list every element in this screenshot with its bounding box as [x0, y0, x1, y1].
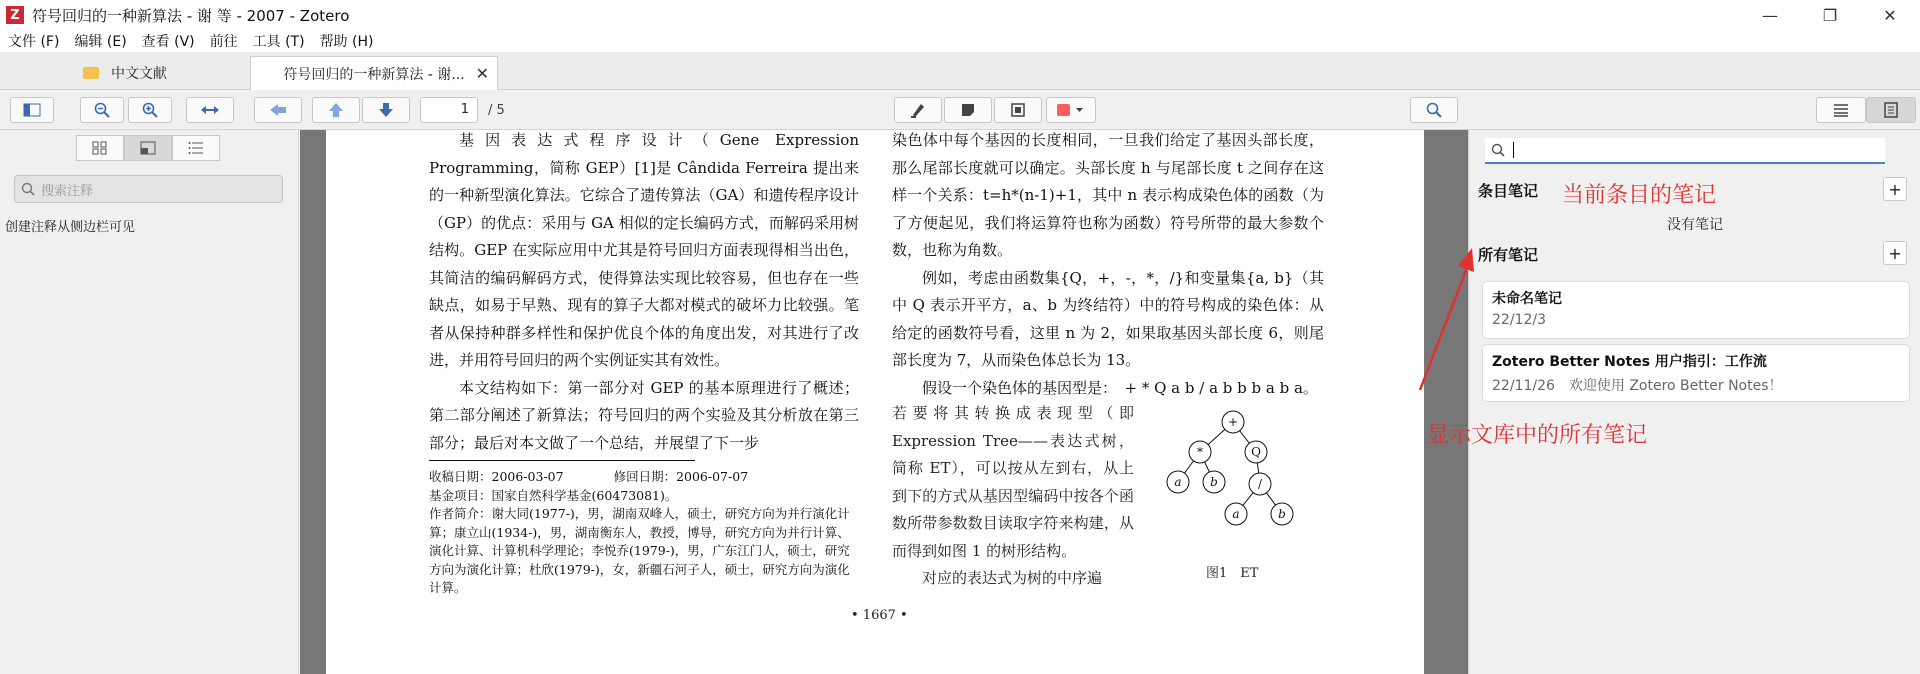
notes-icon: [1884, 102, 1898, 118]
callout-current-item-notes: 当前条目的笔记: [1562, 183, 1717, 208]
menu-edit[interactable]: 编辑 (E): [74, 34, 127, 50]
paragraph: 假设一个染色体的基因型是： + * Q a b / a b b b a b a。: [922, 378, 1318, 397]
note-card[interactable]: [1482, 344, 1910, 402]
zoom-in-icon: [142, 102, 158, 118]
close-tab-icon[interactable]: ✕: [475, 64, 489, 83]
footnote-divider: [429, 460, 695, 461]
find-in-document-button[interactable]: [1410, 97, 1458, 123]
arrow-down-icon: [378, 102, 394, 118]
tab-bar: [0, 52, 1920, 90]
window-title: 符号回归的一种新算法 - 谢 等 - 2007 - Zotero: [32, 6, 350, 25]
arrow-up-icon: [328, 102, 344, 118]
item-notes-title: 条目笔记: [1478, 182, 1539, 200]
menu-tools[interactable]: 工具 (T): [252, 34, 305, 50]
minimize-button[interactable]: —: [1762, 5, 1778, 25]
menu-view[interactable]: 查看 (V): [141, 34, 195, 50]
sidebar-view-switch: [76, 135, 220, 161]
folder-icon: [83, 67, 99, 79]
title-bar: [0, 0, 1920, 30]
right-column: [892, 130, 1324, 402]
paragraph: 例如，考虑由函数集{Q，+，-，*，/}和变量集{a, b}（其中 Q 表示开平方，a、b 为终结符）中的符号构成的染色体：从给定的函数符号看，这里 n 为 2，如果取基因头部长度 6，则尾部长度为 7，从而染色体总长为 13。: [892, 268, 1324, 369]
tab-library-label: 中文文献: [111, 66, 167, 82]
menu-go[interactable]: 前往: [209, 34, 238, 50]
close-window-button[interactable]: ✕: [1883, 5, 1897, 25]
maximize-button[interactable]: ❐: [1822, 5, 1838, 25]
notes-pane-toggle-button[interactable]: [1866, 97, 1916, 123]
back-button[interactable]: [254, 97, 302, 123]
note-title: Zotero Better Notes 用户指引：工作流: [1492, 354, 1767, 370]
menu-bar: [0, 30, 1920, 52]
arrow-left-icon: [269, 103, 287, 117]
pdf-viewer[interactable]: [300, 130, 1468, 674]
callout-all-library-notes: 显示文库中的所有笔记: [1427, 423, 1648, 448]
list-icon: [188, 141, 204, 155]
note-icon: [960, 102, 976, 118]
annotation-search-input[interactable]: [14, 175, 283, 203]
paragraph: 本文结构如下：第一部分对 GEP 的基本原理进行了概述；第二部分阐述了新算法；符号回归的两个实验及其分析放在第三部分；最后对本文做了一个总结，并展望了下一步: [429, 378, 859, 452]
text-caret: [1513, 142, 1514, 158]
all-notes-title: 所有笔记: [1478, 246, 1539, 264]
pdf-page: [326, 130, 1424, 674]
callout-arrow: [1410, 240, 1480, 400]
page-footer-number: • 1667 •: [851, 608, 908, 623]
zoom-out-icon: [94, 102, 110, 118]
outline-list-button[interactable]: [172, 135, 220, 161]
page-total: / 5: [488, 103, 505, 118]
area-select-icon: [1010, 102, 1026, 118]
annotation-color-button[interactable]: [1046, 97, 1096, 123]
note-meta: 22/12/3: [1492, 312, 1546, 328]
annotation-view-icon: [140, 141, 156, 155]
add-standalone-note-button[interactable]: +: [1883, 241, 1907, 265]
tab-document-label: 符号回归的一种新算法 - 谢...: [283, 66, 465, 83]
next-page-button[interactable]: [362, 97, 410, 123]
paragraph: 基因表达式程序设计（Gene Expression Programming，简称 GEP）[1]是 Cândida Ferreira 提出来的一种新型演化算法。它综合了遗传算法（GA）和遗传程序设计（GP）的优点：采用与 GA 相似的定长编码方式，而解码采用树结构。GEP 在实际应用中尤其是符号回归方面表现得相当出色，其简洁的编码解码方式，使得算法实现比较容易，但也存在一些缺点，如易于早熟、现有的算子大都对模式的破坏力比较强。笔者从保持种群多样性和保护优良个体的角度出发，对其进行了改进，并用符号回归的两个实例证实其有效性。: [429, 131, 859, 369]
reader-toolbar: [0, 90, 1920, 130]
paragraph: 染色体中每个基因的长度相同，一旦我们给定了基因头部长度，那么尾部长度就可以确定。头部长度 h 与尾部长度 t 之间存在这样一个关系：t=h*(n-1)+1，其中 n 表示构成染色体的函数（为了方便起见，我们将运算符也称为函数）符号所带的最大参数个数，也称为角数。: [892, 131, 1324, 259]
notes-search-input[interactable]: [1485, 138, 1885, 164]
thumbnails-icon: [92, 141, 108, 155]
thumbnails-view-button[interactable]: [76, 135, 124, 161]
footnote-authors: 作者简介：谢大同(1977-)，男，湖南双峰人，硕士，研究方向为并行演化计算；康立山(1934-)，男，湖南衡东人，教授，博导，研究方向为并行计算、演化计算、计算机科学理论；李悦乔(1979-)，男，广东江门人，硕士，研究方向为演化计算；杜欣(1979-)，女，新疆石河子人，硕士，研究方向为演化计算。: [429, 506, 850, 595]
figure-side-text: [892, 400, 1134, 593]
zoom-out-button[interactable]: [80, 97, 124, 123]
menu-file[interactable]: 文件 (F): [8, 34, 60, 50]
sidebar-toggle-icon: [23, 103, 41, 117]
tree-node-label: a: [1174, 475, 1182, 489]
paragraph: 若要将其转换成表现型（即 Expression Tree——表达式树，简称 ET），可以按从左到右，从上到下的方式从基因型编码中按各个函数所带参数数目读取字符来构建，从而得到如图 1 的树形结构。: [892, 404, 1134, 560]
zotero-logo-icon: Z: [6, 6, 24, 24]
tree-node-label: *: [1197, 445, 1203, 459]
fit-width-button[interactable]: [186, 97, 234, 123]
footnotes: [429, 468, 859, 598]
tree-node-label: Q: [1251, 445, 1261, 459]
annotation-hint: 创建注释从侧边栏可见: [5, 220, 136, 235]
note-card[interactable]: [1482, 281, 1910, 339]
tree-node-label: +: [1227, 415, 1239, 429]
window-controls: [1740, 0, 1920, 30]
page-number-input[interactable]: 1: [420, 97, 478, 123]
highlight-tool-button[interactable]: [894, 97, 942, 123]
tab-document[interactable]: [250, 56, 498, 90]
zoom-in-button[interactable]: [128, 97, 172, 123]
tree-node-label: b: [1210, 475, 1218, 489]
annotations-sidebar: [0, 130, 299, 674]
annotations-view-button[interactable]: [124, 135, 172, 161]
expression-tree-figure: [1148, 400, 1318, 565]
search-icon: [1491, 143, 1505, 157]
tree-node-label: /: [1257, 477, 1263, 491]
toggle-sidebar-button[interactable]: [10, 97, 54, 123]
annotation-search-placeholder: 搜索注释: [41, 183, 94, 199]
note-title: 未命名笔记: [1492, 291, 1562, 307]
figure-caption: 图1 ET: [1206, 566, 1259, 581]
color-swatch-icon: [1056, 103, 1086, 117]
outline-view-button[interactable]: [1816, 97, 1866, 123]
highlighter-icon: [910, 102, 926, 118]
search-icon: [1426, 102, 1442, 118]
tree-node-label: b: [1278, 507, 1286, 521]
note-meta: 22/11/26 欢迎使用 Zotero Better Notes！: [1492, 378, 1783, 394]
search-icon: [21, 182, 35, 196]
notes-pane: [1468, 130, 1920, 674]
area-tool-button[interactable]: [994, 97, 1042, 123]
previous-page-button[interactable]: [312, 97, 360, 123]
tree-node-label: a: [1232, 507, 1240, 521]
left-column: [429, 130, 859, 457]
no-notes-message: 没有笔记: [1667, 217, 1723, 233]
footnote-dates: 收稿日期：2006-03-07 修回日期：2006-07-07: [429, 469, 749, 484]
fit-width-icon: [200, 103, 220, 117]
footnote-funding: 基金项目：国家自然科学基金(60473081)。: [429, 487, 678, 503]
lines-icon: [1833, 103, 1849, 117]
add-item-note-button[interactable]: +: [1883, 177, 1907, 201]
paragraph: 对应的表达式为树的中序遍: [922, 569, 1103, 587]
menu-help[interactable]: 帮助 (H): [319, 34, 374, 50]
tab-library[interactable]: [0, 56, 250, 90]
note-tool-button[interactable]: [944, 97, 992, 123]
